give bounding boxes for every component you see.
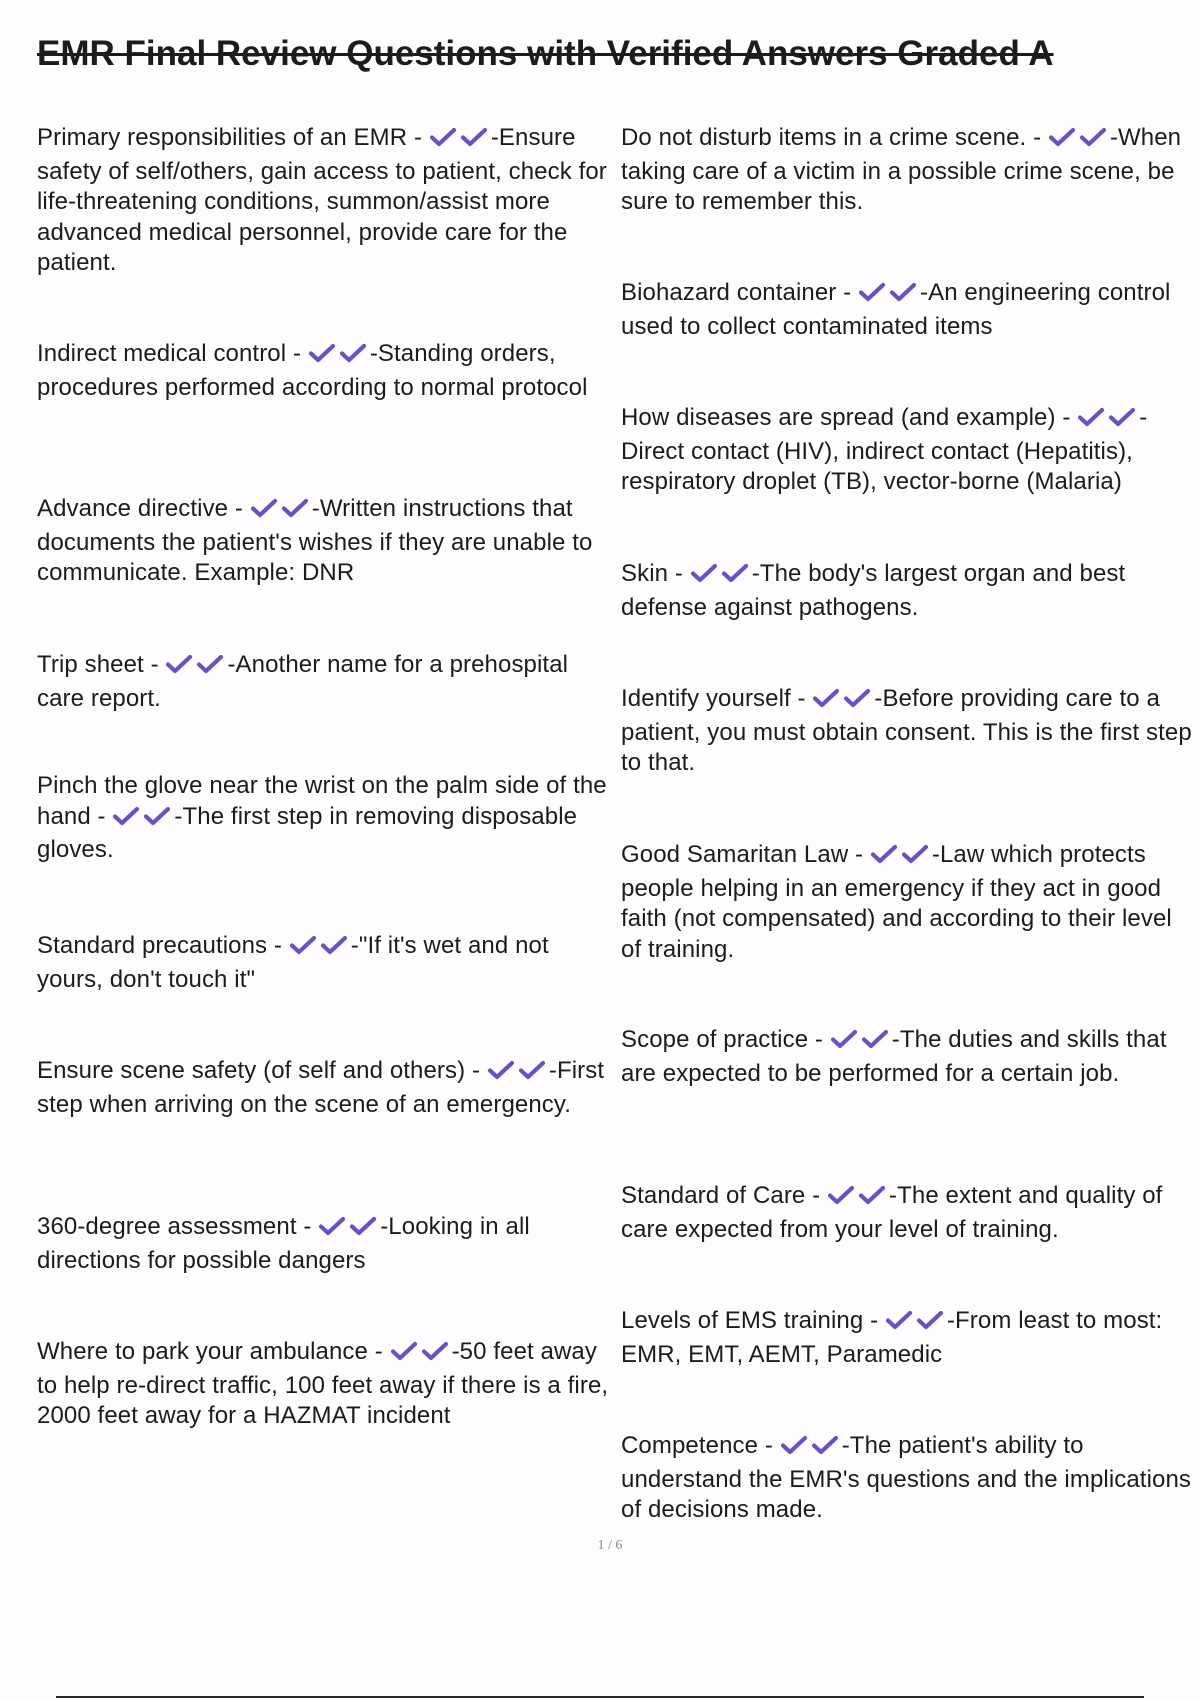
check-icon	[843, 687, 871, 709]
qa-term: Where to park your ambulance -	[37, 1338, 390, 1365]
qa-term: Ensure scene safety (of self and others) -	[37, 1057, 487, 1084]
qa-definition: -"If it's wet and not yours, don't touch it"	[37, 932, 549, 993]
check-icon	[889, 281, 917, 303]
qa-definition: -50 feet away to help re-direct traffic, 100 feet away if there is a fire, 2000 feet away for a HAZMAT incident	[37, 1338, 609, 1429]
check-icon	[165, 653, 193, 675]
verified-checks	[885, 1309, 947, 1340]
check-icon	[196, 653, 224, 675]
check-icon	[112, 805, 140, 827]
qa-entry	[37, 1212, 612, 1276]
qa-definition: -The duties and skills that are expected to be performed for a certain job.	[621, 1026, 1167, 1087]
check-icon	[281, 497, 309, 519]
qa-definition: -Law which protects people helping in an emergency if they act in good faith (not compensated) and according to their level of training.	[621, 841, 1172, 963]
verified-checks	[690, 562, 752, 593]
qa-definition: -The first step in removing disposable gloves.	[37, 802, 578, 863]
qa-entry	[37, 339, 612, 403]
verified-checks	[858, 281, 920, 312]
qa-entry	[37, 123, 612, 279]
check-icon	[308, 342, 336, 364]
verified-checks	[289, 934, 351, 965]
qa-term: How diseases are spread (and example) -	[621, 404, 1078, 431]
qa-term: Competence -	[621, 1432, 780, 1459]
check-icon	[858, 281, 886, 303]
qa-term: Standard of Care -	[621, 1182, 828, 1209]
verified-checks	[1048, 126, 1110, 157]
verified-checks	[250, 497, 312, 528]
verified-checks	[827, 1184, 889, 1215]
qa-definition: -Direct contact (HIV), indirect contact (Hepatitis), respiratory droplet (TB), vector-borne (Malaria)	[621, 404, 1148, 495]
qa-definition: -Ensure safety of self/others, gain access to patient, check for life-threatening conditions, summon/assist more advanced medical personnel, provide care for the patient.	[37, 124, 607, 276]
qa-entry	[621, 278, 1196, 342]
check-icon	[143, 805, 171, 827]
qa-term: Indirect medical control -	[37, 340, 308, 367]
qa-entry	[621, 1181, 1196, 1245]
qa-definition: -Written instructions that documents the patient's wishes if they are unable to communicate. Example: DNR	[37, 495, 593, 586]
qa-entry	[621, 123, 1196, 218]
verified-checks	[487, 1059, 549, 1090]
footer-divider	[56, 1696, 1144, 1698]
check-icon	[861, 1028, 889, 1050]
verified-checks	[308, 342, 370, 373]
check-icon	[870, 843, 898, 865]
qa-entry	[621, 684, 1196, 779]
verified-checks	[390, 1340, 452, 1371]
check-icon	[289, 934, 317, 956]
qa-term: Identify yourself -	[621, 685, 813, 712]
qa-definition: -The body's largest organ and best defense against pathogens.	[621, 560, 1126, 621]
qa-definition: -An engineering control used to collect contaminated items	[621, 279, 1171, 340]
check-icon	[916, 1309, 944, 1331]
qa-term: Trip sheet -	[37, 651, 166, 678]
check-icon	[858, 1184, 886, 1206]
verified-checks	[165, 653, 227, 684]
check-icon	[1108, 406, 1136, 428]
qa-term: 360-degree assessment -	[37, 1213, 319, 1240]
check-icon	[827, 1184, 855, 1206]
qa-entry	[37, 494, 612, 589]
check-icon	[460, 126, 488, 148]
check-icon	[780, 1434, 808, 1456]
qa-entry	[37, 1056, 612, 1120]
check-icon	[339, 342, 367, 364]
check-icon	[250, 497, 278, 519]
qa-definition: -Looking in all directions for possible dangers	[37, 1213, 530, 1274]
qa-term: Biohazard container -	[621, 279, 858, 306]
qa-entry	[621, 559, 1196, 623]
page-number: 1 / 6	[597, 1538, 623, 1553]
qa-entry	[621, 403, 1196, 498]
check-icon	[1079, 126, 1107, 148]
qa-definition: -The extent and quality of care expected from your level of training.	[621, 1182, 1163, 1243]
qa-definition: -From least to most: EMR, EMT, AEMT, Paramedic	[621, 1307, 1163, 1368]
check-icon	[318, 1215, 346, 1237]
qa-entry	[37, 771, 612, 866]
check-icon	[811, 1434, 839, 1456]
qa-term: Levels of EMS training -	[621, 1307, 885, 1334]
check-icon	[901, 843, 929, 865]
qa-definition: -The patient's ability to understand the EMR's questions and the implications of decisions made.	[621, 1432, 1192, 1523]
verified-checks	[870, 843, 932, 874]
qa-definition: -Another name for a prehospital care report.	[37, 651, 569, 712]
verified-checks	[429, 126, 491, 157]
qa-entry	[37, 650, 612, 714]
qa-definition: -When taking care of a victim in a possible crime scene, be sure to remember this.	[621, 124, 1182, 215]
qa-entry	[37, 931, 612, 995]
verified-checks	[830, 1028, 892, 1059]
check-icon	[885, 1309, 913, 1331]
qa-entry	[621, 840, 1196, 965]
check-icon	[1048, 126, 1076, 148]
qa-term: Do not disturb items in a crime scene. -	[621, 124, 1048, 151]
check-icon	[320, 934, 348, 956]
check-icon	[812, 687, 840, 709]
check-icon	[690, 562, 718, 584]
document-title: EMR Final Review Questions with Verified Answers Graded A	[37, 34, 1054, 73]
qa-definition: -Standing orders, procedures performed according to normal protocol	[37, 340, 588, 401]
check-icon	[429, 126, 457, 148]
qa-definition: -First step when arriving on the scene of an emergency.	[37, 1057, 605, 1118]
qa-entry	[37, 1337, 612, 1432]
qa-definition: -Before providing care to a patient, you must obtain consent. This is the first step to that.	[621, 685, 1192, 776]
verified-checks	[812, 687, 874, 718]
verified-checks	[318, 1215, 380, 1246]
qa-entry	[621, 1306, 1196, 1370]
qa-term: Primary responsibilities of an EMR -	[37, 124, 429, 151]
qa-entry	[621, 1431, 1196, 1526]
qa-term: Pinch the glove near the wrist on the palm side of the hand -	[37, 772, 607, 830]
verified-checks	[780, 1434, 842, 1465]
check-icon	[349, 1215, 377, 1237]
verified-checks	[1077, 406, 1139, 437]
verified-checks	[112, 805, 174, 836]
check-icon	[518, 1059, 546, 1081]
check-icon	[721, 562, 749, 584]
check-icon	[390, 1340, 418, 1362]
qa-term: Skin -	[621, 560, 690, 587]
check-icon	[487, 1059, 515, 1081]
qa-term: Scope of practice -	[621, 1026, 830, 1053]
qa-term: Advance directive -	[37, 495, 250, 522]
check-icon	[1077, 406, 1105, 428]
qa-term: Good Samaritan Law -	[621, 841, 870, 868]
check-icon	[421, 1340, 449, 1362]
check-icon	[830, 1028, 858, 1050]
qa-entry	[621, 1025, 1196, 1089]
qa-term: Standard precautions -	[37, 932, 289, 959]
